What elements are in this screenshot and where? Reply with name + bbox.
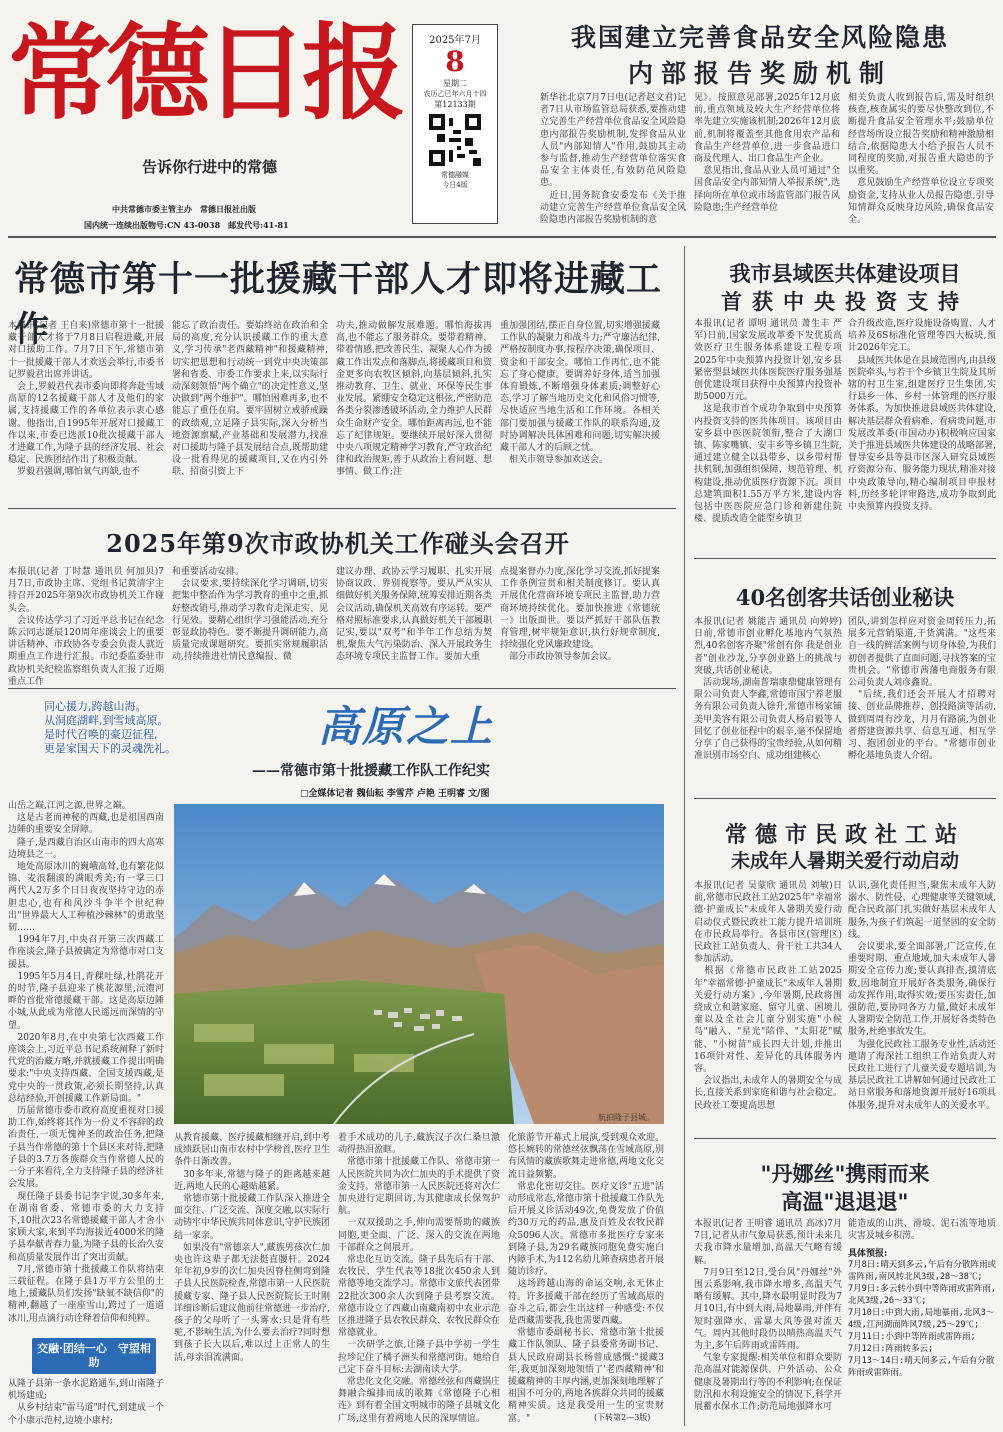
a1-title-line1: 我国建立完善食品安全风险隐患	[570, 23, 949, 52]
a3-col2: 和重要活动安排。 会议要求,要持续深化学习调研,切实把集中整治作为学习教育的重中之重,抓好整改销号,推动学习教育走深走实、见行见效。要精心组织学习强能活动,充分彰显政协特色。要不断提升调研能力,高质量完成课题研究。要抓实常规履职活动,持续推进社情民意编报、微	[172, 567, 328, 663]
feature-lead-line: 更是家国天下的灵魂洗礼。	[44, 742, 176, 755]
feature-byline: □全媒体记者 魏仙耘 李雪芹 卢艳 王明睿 文/图	[300, 789, 490, 799]
a2-col2: 能忘了政治责任。要始终站在政治和全局的高度,充分认识援藏工作的重大意义,学习传承"老西藏精神"和援藏精神,切实把思想和行动统一到党中央决策部署和省委、市委工作要求上来,以实际行动深刻领悟"两个确立"的决定性意义,坚决做到"两个维护"。哪怕困难再多,也不能忘了重任在肩。要牢固树立戒骄戒躁的政绩观,立足隆子县实际,深入分析当地资源禀赋,产业基础和发展潜力,找准对口援助与隆子县发展结合点,既帮助建设一批看得见的援藏项目,又在内引外联、招商引资上下	[172, 321, 328, 478]
masthead-slogan: 告诉你行进中的常德	[142, 158, 278, 176]
top-divider	[8, 236, 996, 238]
a7-col1: 本报讯(记者 吴蒙欣 通讯员 刘敏)日前,常德市民政社工站2025年"幸福常德·护童成长"未成年人暑期关爱行动启动仪式暨民政社工能力提升培训班在市民政局举行。各县市区(管理区)民政社工站负责人、骨干社工共34人参加活动。 根据《常德市民政社工站2025年"幸福常德·护童成长"未成年人暑期关爱行动方案》,今年暑期,民政将围绕成立和谐家庭、留守儿童、困境儿童以及全社会儿童分别实施"小候鸟"融入、"星光"陪伴、"太阳花"赋能、"小树苗"成长四大计划,并推出16项针对性、差异化的具体服务内容。 会议指出,未成年人的暑期安全与成长,直接关系到家庭和谐与社会稳定。民政社工要提高思想	[694, 881, 842, 1111]
a8-col1: 本报讯(记者 王明睿 通讯员 高冰)7月7日,记者从市气象局获悉,预计未来几天我市降水量增加,高温天气略有缓解。 7月9日至12日,受台风"丹娜丝"外围云系影响,我市降水增多,高温天气略有缓解。其中,降水最明显时段为7月10日,有中到大雨,局地暴雨,并伴有短时强降水、雷暴大风等强对流天气。周内其他时段仍以晴热高温天气为主,多午后阵雨或雷阵雨。 气象专家提醒:相关单位和群众要防范高温对能源保供、户外活动、公众健康及暑期出行等的不利影响;在保证防汛和水利设施安全的情况下,科学开展蓄水保水工作;防范局地强降水可	[694, 1219, 842, 1413]
a1-col2: 见》。按照意见部署,2025年12月底前,重点领域及较大生产经营单位将率先建立实施该机制;2026年12月底前,机制将覆盖至其他食用农产品和食品生产经营单位,进一步食品进口商及代理人、出口食品生产企业。 意见指出,食品从业人员可通过"全国食品安全内部知情人举报系统",选择向所在单位或市场监管部门报告风险隐患;生产经营单位	[694, 93, 840, 213]
a1-col3: 相关负责人收到报告后,需及时组织核查,核查属实的要尽快整改到位,不断提升食品安全管理水平;鼓励单位经营场所设立报告奖励和精神激励相结合,依据隐患大小给予报告人员不同程度的奖励,对报告重大隐患的予以重奖。 意见鼓励生产经营单位设立专项奖励资金,支持从业人员报告隐患,引导知情群众反映身边风险,确保食品安全。	[848, 93, 994, 226]
section-tag-body: 从隆子县第一条水泥路通车,到山南隆子机场建成; 从乡村结束"雷马道"时代,到建成一个个小康示范村,边境小康村;	[8, 1379, 164, 1426]
a3-divider	[8, 688, 676, 689]
a3-title: 2025年第9次市政协机关工作碰头会召开	[106, 529, 570, 558]
a2-col3: 功夫,推动做解发展难题。哪怕海拔再高,也不能忘了服务群众。要带着精神、带着情感,把改善民生、凝聚人心作为援藏工作出发点和落脚点,将援藏项目和资金更多向农牧区倾斜,向基层倾斜,扎实推动教育、卫生、就业、环保等民生事业发展。紧绷安全稳定这根弦,严密防范各类分裂渗透破坏活动,全力维护人民群众生命财产安全。哪怕距离再远,也不能忘了纪律规矩。要继续开展好深入贯彻中央八项规定精神学习教育,严守政治纪律和政治规矩,善于从政治上看问题、想事情、做工作;注	[336, 321, 492, 478]
a1-col1: 新华社北京7月7日电(记者赵文君)记者7日从市场监管总局获悉,要推动建立完善生产经营单位食品安全风险隐患内部报告奖励机制,发挥食品从业人员"内部知情人"作用,鼓励其主动参与监督,推动生产经营单位落实食品安全主体责任,有效防范风险隐患。 近日,国务院食安委发布《关于推动建立完善生产经营单位食品安全风险隐患内部报告奖励机制的意	[540, 93, 686, 226]
a7-title-line1: 常德市民政社工站	[724, 822, 965, 848]
a7-title-line2: 未成年人暑期关爱行动启动	[730, 850, 959, 872]
a2-divider	[8, 508, 676, 509]
date-lunar: 农历乙巳年六月十四	[423, 90, 487, 98]
forecast-item: 7月13～14日:晴天间多云,午后有分散阵雨或雷阵雨。	[848, 1356, 995, 1378]
feature-lead	[44, 700, 184, 756]
a3-col1: 本报讯(记者 丁时慧 通讯员 何加贝)7月7日,市政协主席、党组书记黄清宇主持召开2025年第9次市政协机关工作碰头会。 会议传达学习了习近平总书记在纪念陈云同志诞辰120周年座谈会上的重要讲话精神、市政协各专委会负责人就近期重点工作进行汇报。市纪委监委驻市政协机关纪检监察组负责人汇报了近期重点工作	[8, 567, 164, 687]
feature-col2: 从教育援藏、医疗援藏相继开启,到中考成绩跃居山南市农村中学榜首,医疗卫生条件日渐改善。 30多年来,常德与隆子的距离越来越近,两地人民的心越贴越紧。 常德市第十批援藏工作队深入推进全面交往、广泛交流、深度交融,以实际行动铸牢中华民族共同体意识,守护民族团结一家亲。 如果没有"常德亲人",藏族男孩次仁加央也许这辈子都无法挺直腰杆。2024年年初,9岁的次仁加央因脊柱侧弯到隆子县人民医院检查,常德市第一人民医院援藏专家、隆子县人民医院院长王时刚详细诊断后建议他前往常德进一步治疗,孩子的父母听了一头雾水:只是背有些驼,不影响生活,为什么要去治疗?同时想到孩子长大以后,难以过上正常人的生活,母亲泪流满面。	[174, 1133, 330, 1363]
a2-col4: 重加强团结,摆正自身位置,切实增强援藏工作队的凝聚力和战斗力;严守廉洁纪律,严格按制度办事,按程序决策,确保项目、资金和干部安全。哪怕工作再忙,也不能忘了身心健康。要调养好身体,适当加强体育锻炼,不断增强身体素质;调整好心态,学习了解当地历史文化和风俗习惯等,尽快适应当地生活和工作环境。各相关部门要加强与援藏工作队的联系沟通,及时协调解决具体困难和问题,切实解决援藏干部人才的后顾之忧。 相关市领导参加欢送会。	[500, 321, 660, 466]
a8-title-line1: "丹娜丝"携雨而来	[760, 1161, 930, 1186]
a5-col2: 团队,讲到怎样应对资金周转压力,拓展多元营销渠道,干货满满。"这些来自一线的鲜活案例与切身体验,为我们初创者提供了直面问题,寻找答案的宝贵机会。"常德市茜藩电商服务有限公司负责人刘彦鑫说。 "后续,我们还会开展人才招聘对接、创业品牌推荐、创投路演等活动,做到周周有沙龙、月月有路演,为创业者搭建资源共享、信息互通、相互学习、抱团创业的平台。"常德市创业孵化基地负责人介绍。	[848, 617, 996, 762]
a1-title-line2: 内部报告奖励机制	[627, 59, 892, 88]
a4-col1: 本报讯(记者 谭明 通讯员 萧生丰 严军)日前,国家发展改革委下发优质高效医疗卫生服务体系建设工程专项2025年中央预算内投资计划,安乡县紧密型县域医共体医院医疗服务强基创优建设项目获得中央预算内投资补助5000万元。 这是我市首个成功争取到中央预算内投资支持的医共体项目。该项目由安乡县中医医院领衔,整合了大湖口镇、陈家嘴镇、安丰乡等乡镇卫生院,通过建立健全以县带乡、以乡带村帮扶机制,加强组织保障、规范管理、机构建设,推动优质医疗资源下沉。项目总建筑面积1.55万平方米,建设内容包括中医医院应急门诊和新建住院楼、提质改造全能型乡镇卫	[694, 319, 842, 525]
qr-label: 常德融媒	[441, 171, 469, 179]
a8-col2-text: 能造成的山洪、滑坡、泥石流等地质灾害及城乡积涝。	[848, 1219, 996, 1242]
feature-col1: 山岳之巅,江河之源,世界之巅。 这是古老而神秘的西藏,也是祖国西南边陲的重要安全屏障。 隆子,是西藏自治区山南市的四大高寒边境县之一。 地处高原冰川的巍峨高耸,也有繁花似锦、麦浪翻滚的满眼秀美;有一掌三口两代人2万多个日日夜夜坚持守边的赤胆忠心,也有和风沙斗争半个世纪种出"世界最大人工种植沙棘林"的勇敢坚韧…… 1994年7月,中央召开第三次西藏工作座谈会,隆子县被确定为常德市对口支援县。 1995年5月4日,青稞吐绿,杜鹃花开的时节,隆子县迎来了桃花源里,沅澧河畔的首批常德援藏干部。这是高原边陲小城,从此成为常德人民遥远而深情的守望。 2020年8月,在中央第七次西藏工作座谈会上,习近平总书记系统阐释了新时代党的治藏方略,并就援藏工作提出明确要求:"中央支持西藏、全国支援西藏,是党中央的一贯政策,必须长期坚持,认真总结经验,开创援藏工作新局面。" 历届常德市委市政府高度重视对口援助工作,始终将其作为一份义不容辞的政治责任,一项无愧神圣的政治任务,把隆子县当作常德的第十个县区来对待,把隆子县的3.7万各族群众当作常德人民的一分子来看待,全力支持隆子县的经济社会发展。 现任隆子县委书记李宇说,30多年来,在湖南省委、常德市委的大力支持下,10批次23名常德援藏干部人才舍小家顾大家,来到平均海拔近4000米的隆子县奉献青春力量,为隆子县的长治久安和高质量发展作出了突出贡献。 7月,常德市第十批援藏工作队将结束三载征程。在隆子县1万平方公里的土地上,援藏队员们发扬"缺氧不缺信仰"的精神,翻越了一座座雪山,跨过了一道道冰川,用点滴行动诠释着信仰和纯粹。	[8, 801, 164, 1324]
a3-col4: 点提案督办力度,深化学习交流,抓好提案工作条例宣贯和相关制度修订。要认真开展优化营商环境专项民主监督,助力营商环境持续优化。要加快推进《常德统一》出版面世。要以严抓好干部队伍教育管理,树牢规矩意识,执行好规章制度,持续强化党风廉政建设。 部分市政协领导参加会议。	[500, 567, 660, 663]
qr-code	[429, 114, 481, 166]
feature-title: 高原之上	[318, 702, 495, 751]
a8-col2	[848, 1218, 996, 1428]
a8-title-line2: 高温"退退退"	[781, 1189, 909, 1214]
aerial-landscape-image	[174, 804, 664, 1124]
a5-divider	[694, 798, 996, 799]
feature-lead-line: 是时代召唤的豪迈征程,	[44, 728, 158, 741]
forecast-item: 7月10日:中到大雨,局地暴雨,北风3～4级,江河湖面阵风7级,25～29℃;	[848, 1308, 995, 1330]
feature-lead-line: 同心援力,跨越山海。	[44, 700, 147, 713]
feature-continued: (下转第2—3版)	[594, 1413, 651, 1422]
photo-caption: 航拍隆子县城。	[598, 1113, 654, 1122]
masthead	[8, 8, 406, 228]
feature-photo	[174, 804, 664, 1124]
a4-divider	[694, 558, 996, 559]
feature-subtitle: ——常德市第十批援藏工作队工作纪实	[252, 763, 490, 779]
masthead-title: 常德日报	[8, 11, 401, 134]
a4-title-line2: 首获中央投资支持	[721, 289, 969, 314]
a7-divider	[694, 1138, 996, 1139]
forecast-item: 7月11日:小到中等阵雨或雷阵雨;	[848, 1332, 976, 1342]
a3-col3: 建议办理、政协云学习履职、扎实开展协商议政、界别视察等。要从严从实从细做好机关服务保障,统筹安排近期各类会议活动,确保机关高效有序运转。要严格对照标准要求,认真做好机关干部履职记实,要以"双考"和半年工作总结为契机,聚焦大气污染防治、深入开展政务生态环境专项民主监督工作。要加大重	[336, 567, 492, 663]
a2-title: 常德市第十一批援藏干部人才即将进藏工作	[14, 259, 663, 350]
forecast-title: 具体预报:	[848, 1249, 888, 1259]
date-year-month: 2025年7月	[429, 35, 481, 46]
masthead-sponsor: 中共常德市委主管主办 常德日报社出版	[112, 204, 256, 214]
a4-col2: 合升级改造,医疗设施设备购置、人才培养及6S标准化管理等四大板块,预计2026年完工。 县域医共体是在县域范围内,由县级医院牵头,与若干个乡镇卫生院及其所辖的村卫生室,组建医疗卫生集团,实行县乡一体、乡村一体管理的医疗服务体系。为加快推进县域医共体建设,解决基层群众看病难、看病贵问题,市发展改革委(市国动办)积极响应国家关于推进县域医共体建设的战略部署,督导安乡县等县市区深入研究县域医疗资源分布、服务能力现状,精准对接中央政策导向,精心编制项目申报材料,历经多轮评审路选,成功争取到此中央预算内投资支持。	[848, 319, 996, 513]
pages-count: 今日4版	[442, 181, 468, 189]
forecast-item: 7月8日:晴天到多云,午后有分散阵雨或雷阵雨,南风转北风3级,28～38℃;	[848, 1260, 996, 1282]
date-day: 8	[445, 45, 465, 78]
a7-col2: 认识,强化责任担当,聚焦未成年人防溺水、防性侵、心理健康等关键领域,配合民政部门扎实做好基层未成年人服务,为孩子们筑起一道坚固的安全防线。 会议要求,要全面部署,广泛宣传,在重要时期、重点地域,加大未成年人暑期安全宣传力度;要认真排查,摸清底数,因地制宜开展好各类服务,确保行动发挥作用,取得实效;要压实责任,加强防范,要协同各方力量,做好未成年人暑期安全防范工作,开展好各类特色服务,杜绝事故发生。 为强化民政社工服务专业性,活动还邀请了海深社工组织工作站负责人对民政社工进行了儿童关爱专题培训,为基层民政社工讲解如何通过民政社工站日常服务和落地资源开展好16项具体服务,提升对未成年人的关爱水平。	[848, 881, 996, 1111]
masthead-cn: 国内统一连续出版物号:CN 43-0038 邮发代号:41-81	[84, 220, 289, 230]
feature-lead-line: 从洞庭湖畔,到雪域高原。	[44, 714, 169, 727]
a5-col1: 本报讯(记者 姚能吉 通讯员 向婷婷)日前,常德市创业孵化基地内气氛热烈,40名创客齐聚"常创有你 我是创业者"创业沙龙,分享创业路上的挑战与突破,共话创业秘诀。 活动现场,湖南普瑞康鼎健康管理有限公司负责人李鑫,常德市国宁养老服务有限公司负责人徐升,常德市杨家铺美甲美容有限公司负责人杨启毅等人回忆了创业征程中的艰辛,毫不保留地分享了自己获得的宝贵经验,从如何精准识别市场空白、成功组建核心	[694, 617, 842, 762]
a2-col1: 本报讯(记者 王自来)常德市第十一批援藏干部人才将于7月8日启程进藏,开展对口援助工作。7月7日下午,常德市第十一批援藏干部人才欢送会举行,市委书记罗毅君出席并讲话。 会上,罗毅君代表市委向即将奔赴雪域高原的12名援藏干部人才及他们的家属,支持援藏工作的各单位表示衷心感谢。他指出,自1995年开展对口援藏工作以来,市委已选派10批次援藏干部人才进藏工作,为隆子县的经济发展、社会稳定、民族团结作出了积极贡献。 罗毅君强调,哪怕氧气再缺,也不	[8, 321, 164, 478]
date-weekday: 星期二	[443, 79, 467, 88]
date-issue: 第12133期	[434, 100, 476, 109]
feature-col4: 化旅游节开幕式上展演,受到观众欢迎。悠长婉转的常德丝弦飘荡在雪域高原,别有风情的藏族歌舞走进常德,两地文化交流日益频繁。 常忠化密切交往。医疗义诊"五进"活动形成常态,常德市第十批援藏工作队先后开展义诊活动49次,免费发放了价值约30万元的药品,惠及百姓及农牧民群众5096人次。常德市多批医疗专家来到隆子县,为29名藏族同胞免费实施白内障手术,为112名幼儿筛查病患者开展随访诊疗。 这场跨越山海的命运交响,永无休止符。许多援藏干部在经历了雪域高原的奋斗之后,都会生出这样一种感受:不仅是西藏需要我,我也需要西藏。 常德市委副秘书长、常德市第十批援藏工作队领队、隆子县委常务副书记、县人民政府副县长杨曾成感慨:"援藏3年,我更加深刻地领悟了'老西藏精神'和援藏精神的丰厚内涵,更加深刻地理解了祖国不可分的,两地各族群众共同的援藏精神实质。这是我受用一生的宝贵财富。"	[508, 1133, 664, 1424]
section-tag-text: 交融·团结一心 守望相助	[37, 1342, 151, 1369]
right-column-divider	[684, 246, 685, 1426]
date-box	[412, 24, 498, 224]
forecast-item: 7月12日:阵雨转多云;	[848, 1344, 934, 1354]
a5-title: 40名创客共话创业秘诀	[735, 585, 955, 610]
feature-col3: 着手术成功的儿子,藏族汉子次仁桑旦激动得热泪盈眶。 常德市第十批援藏工作队、常德市第一人民医院共同为次仁加央的手术提供了资金支持。常德市第一人民医院还将对次仁加央进行定期回访,为其健康成长保驾护航。 一双双援助之手,伸向需要帮助的藏族同胞,更全面、广泛、深入的交流在两地干部群众之间展开。 常忠化互访交流。隆子县先后有干部、农牧民、学生代表等18批次450余人到常德等地交流学习。常德市文旅代表团带22批次300余人次到隆子县考察交流。常德市设立了西藏山南藏南初中农业示范区推进隆子县农牧民群众、农牧民群众在常德就业。 一次研学之旅,让隆子县中学初一学生拉珍记住了橘子洲头和常德河街。她给自己定下奋斗目标:去湖南读大学。 常忠化文化交融。常德丝弦和西藏锅庄舞融合编排而成的歌舞《常德隆子心相连》到有着全国文明城市的隆子县城文化广场,这里有着两地人民的深厚情谊。	[338, 1133, 501, 1424]
a4-title-line1: 我市县域医共体建设项目	[729, 261, 961, 286]
forecast-item: 7月9日:多云转小到中等阵雨或雷阵雨,北风3级,26～33℃;	[848, 1284, 996, 1306]
